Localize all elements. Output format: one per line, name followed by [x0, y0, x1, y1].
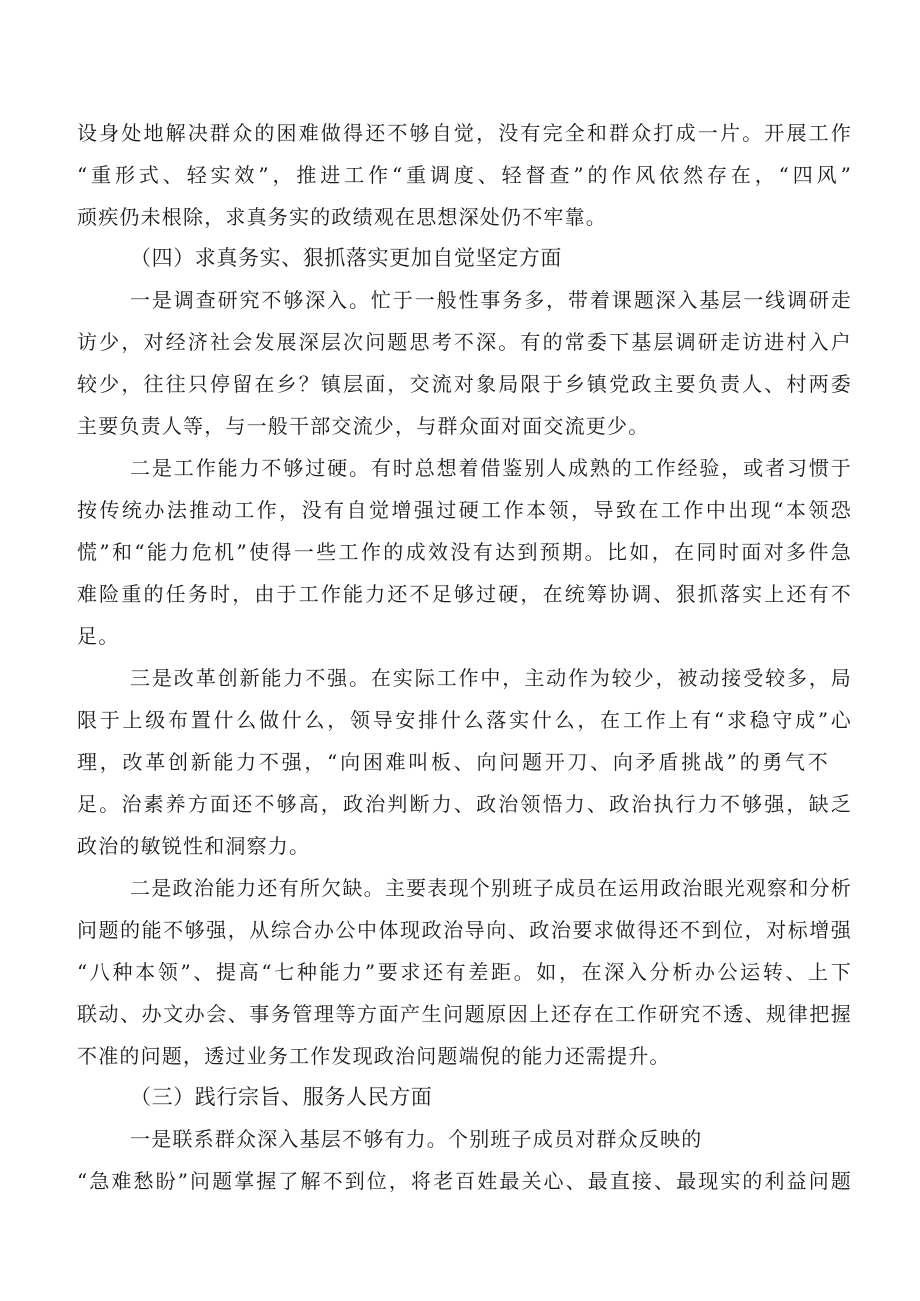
- text-line: 难险重的任务时，由于工作能力还不足够过硬，在统筹协调、狠抓落实上还有不: [77, 582, 852, 606]
- text-line: 设身处地解决群众的困难做得还不够自觉，没有完全和群众打成一片。开展工作: [77, 121, 852, 145]
- text-line: 慌”和“能力危机”使得一些工作的成效没有达到预期。比如，在同时面对多件急: [77, 540, 852, 564]
- text-line: 访少，对经济社会发展深层次问题思考不深。有的常委下基层调研走访进村入户: [77, 330, 852, 354]
- section-heading: （三）践行宗旨、服务人民方面: [130, 1085, 433, 1109]
- text-line: 三是改革创新能力不强。在实际工作中，主动作为较少，被动接受较多，局: [130, 666, 852, 690]
- section-heading: （四）求真务实、狠抓落实更加自觉坚定方面: [130, 246, 562, 270]
- text-line: 按传统办法推动工作，没有自觉增强过硬工作本领，导致在工作中出现“本领恐: [77, 498, 852, 522]
- text-line: 较少，往往只停留在乡？镇层面，交流对象局限于乡镇党政主要负责人、村两委: [77, 372, 852, 396]
- text-line: 二是政治能力还有所欠缺。主要表现个别班子成员在运用政治眼光观察和分析: [130, 876, 852, 900]
- text-line: 理，改革创新能力不强，“向困难叫板、向问题开刀、向矛盾挑战”的勇气不: [77, 750, 829, 774]
- text-line: 一是调查研究不够深入。忙于一般性事务多，带着课题深入基层一线调研走: [130, 288, 852, 312]
- text-line: 政治的敏锐性和洞察力。: [77, 834, 311, 858]
- text-line: “八种本领”、提高“七种能力”要求还有差距。如，在深入分析办公运转、上下: [77, 960, 852, 984]
- text-line: 足。治素养方面还不够高，政治判断力、政治领悟力、政治执行力不够强，缺乏: [77, 792, 852, 816]
- text-line: 限于上级布置什么做什么，领导安排什么落实什么，在工作上有“求稳守成”心: [77, 708, 852, 732]
- text-line: 一是联系群众深入基层不够有力。个别班子成员对群众反映的: [130, 1127, 703, 1151]
- text-line: 足。: [77, 624, 120, 648]
- text-line: 主要负责人等，与一般干部交流少，与群众面对面交流更少。: [77, 414, 650, 438]
- text-line: 问题的能不够强，从综合办公中体现政治导向、政治要求做得还不到位，对标增强: [77, 918, 852, 942]
- text-line: 二是工作能力不够过硬。有时总想着借鉴别人成熟的工作经验，或者习惯于: [130, 456, 852, 480]
- text-line: 顽疾仍未根除，求真务实的政绩观在思想深处仍不牢靠。: [77, 205, 607, 229]
- text-line: 联动、办文办会、事务管理等方面产生问题原因上还存在工作研究不透、规律把握: [77, 1002, 852, 1026]
- text-line: 不准的问题，透过业务工作发现政治问题端倪的能力还需提升。: [77, 1044, 671, 1068]
- text-line: “重形式、轻实效”，推进工作“重调度、轻督查”的作风依然存在，“四风”: [77, 163, 852, 187]
- text-line: “急难愁盼”问题掌握了解不到位，将老百姓最关心、最直接、最现实的利益问题: [77, 1169, 852, 1193]
